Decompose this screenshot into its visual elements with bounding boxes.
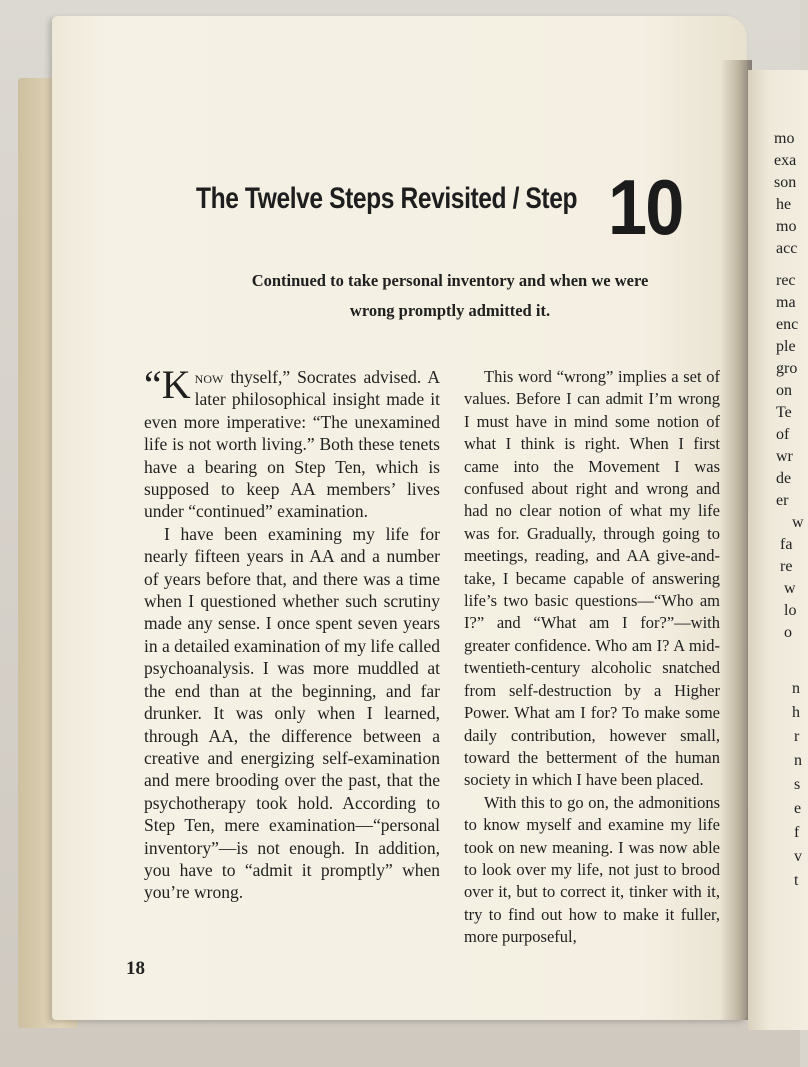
step-statement-line-2: wrong promptly admitted it. — [349, 301, 551, 320]
facing-page-fragment: w — [784, 580, 796, 597]
left-paragraph-1-text: thyself,” Socrates advised. A later philosophical insight made it even more imperative: “The unexamined life is not worth living.” Both these tenets have a bearing on Step Ten, which is supposed to keep AA members’ lives under “continued” examination. — [144, 367, 440, 522]
chapter-title: The Twelve Steps Revisited / Step — [196, 182, 578, 215]
left-text-column — [144, 362, 440, 904]
book-page-right — [748, 70, 808, 1030]
step-number: 10 — [608, 163, 683, 251]
small-caps-lead: now — [194, 367, 224, 387]
drop-cap-quote: “ — [144, 362, 162, 407]
facing-page-fragment: Te — [776, 404, 792, 421]
facing-page-fragment: re — [780, 558, 793, 575]
right-paragraph-2: With this to go on, the admonitions to know myself and examine my life took on new meaning. I was now able to look over my life, not just to brood over it, but to correct it, tinker with it, try to find out how to make it fuller, more purposeful, — [464, 792, 720, 947]
facing-page-fragment: n — [792, 680, 800, 697]
step-statement — [200, 266, 700, 326]
facing-page-fragment: fa — [780, 536, 793, 553]
step-statement-line-1: Continued to take personal inventory and when we were — [251, 271, 649, 290]
facing-page-fragment: on — [776, 382, 792, 399]
facing-page-fragment: f — [794, 824, 800, 841]
facing-page-fragment: e — [794, 800, 802, 817]
facing-page-fragment: n — [794, 752, 802, 769]
facing-page-fragment: o — [784, 624, 792, 641]
left-paragraph-1 — [144, 362, 440, 523]
page-number: 18 — [126, 958, 145, 979]
facing-page-fragment: acc — [776, 240, 798, 257]
facing-page-fragment: son — [774, 174, 797, 191]
facing-page-fragment: rec — [776, 272, 796, 289]
facing-page-fragment: w — [792, 514, 804, 531]
facing-page-fragment: ma — [776, 294, 796, 311]
facing-page-fragment: gro — [776, 360, 798, 377]
facing-page-fragment: mo — [774, 130, 795, 147]
facing-page-fragment: r — [794, 728, 800, 745]
facing-page-fragment: h — [792, 704, 800, 721]
right-paragraph-1: This word “wrong” implies a set of values. Before I can admit I’m wrong I must have in mind some notion of what I think is right. When I first came into the Movement I was confused about right and wrong and had no clear notion of what my life was for. Gradually, through going to meetings, reading, and AA give-and-take, I became capable of answering life’s two basic questions—“Who am I?” and “What am I for?”—with greater confidence. Who am I? A mid-twentieth-century alcoholic snatched from self-destruction by a Higher Power. What am I for? To make some daily contribution, however small, toward the betterment of the human society in which I have been placed. — [464, 367, 720, 790]
facing-page-fragment: er — [776, 492, 789, 509]
facing-page-fragment: lo — [784, 602, 797, 619]
drop-cap-letter: K — [161, 362, 191, 407]
facing-page-fragment: exa — [774, 152, 797, 169]
facing-page-fragment: mo — [776, 218, 797, 235]
facing-page-fragment: t — [794, 872, 799, 889]
facing-page-fragment: of — [776, 426, 790, 443]
facing-page-fragment: enc — [776, 316, 799, 333]
left-paragraph-2: I have been examining my life for nearly fifteen years in AA and a number of years before that, and there was a time when I questioned whether such scrutiny made any sense. I once spent seven years in a detailed examination of my life called psychoanalysis. I was more muddled at the end than at the beginning, and far drunker. It was only when I learned, through AA, the difference between a creative and energizing self-examination and mere brooding over the past, that the psychotherapy took hold. According to Step Ten, mere examination—“personal inventory”—is not enough. In addition, you have to “admit it promptly” when you’re wrong. — [144, 523, 440, 903]
facing-page-fragment: s — [794, 776, 801, 793]
drop-cap — [144, 362, 191, 407]
facing-page-fragment: wr — [776, 448, 793, 465]
facing-page-fragment: v — [794, 848, 802, 865]
facing-page-fragment: ple — [776, 338, 796, 355]
chapter-heading — [196, 163, 696, 258]
right-text-column — [464, 366, 720, 949]
facing-page-fragment: he — [776, 196, 792, 213]
facing-page-fragment: de — [776, 470, 792, 487]
